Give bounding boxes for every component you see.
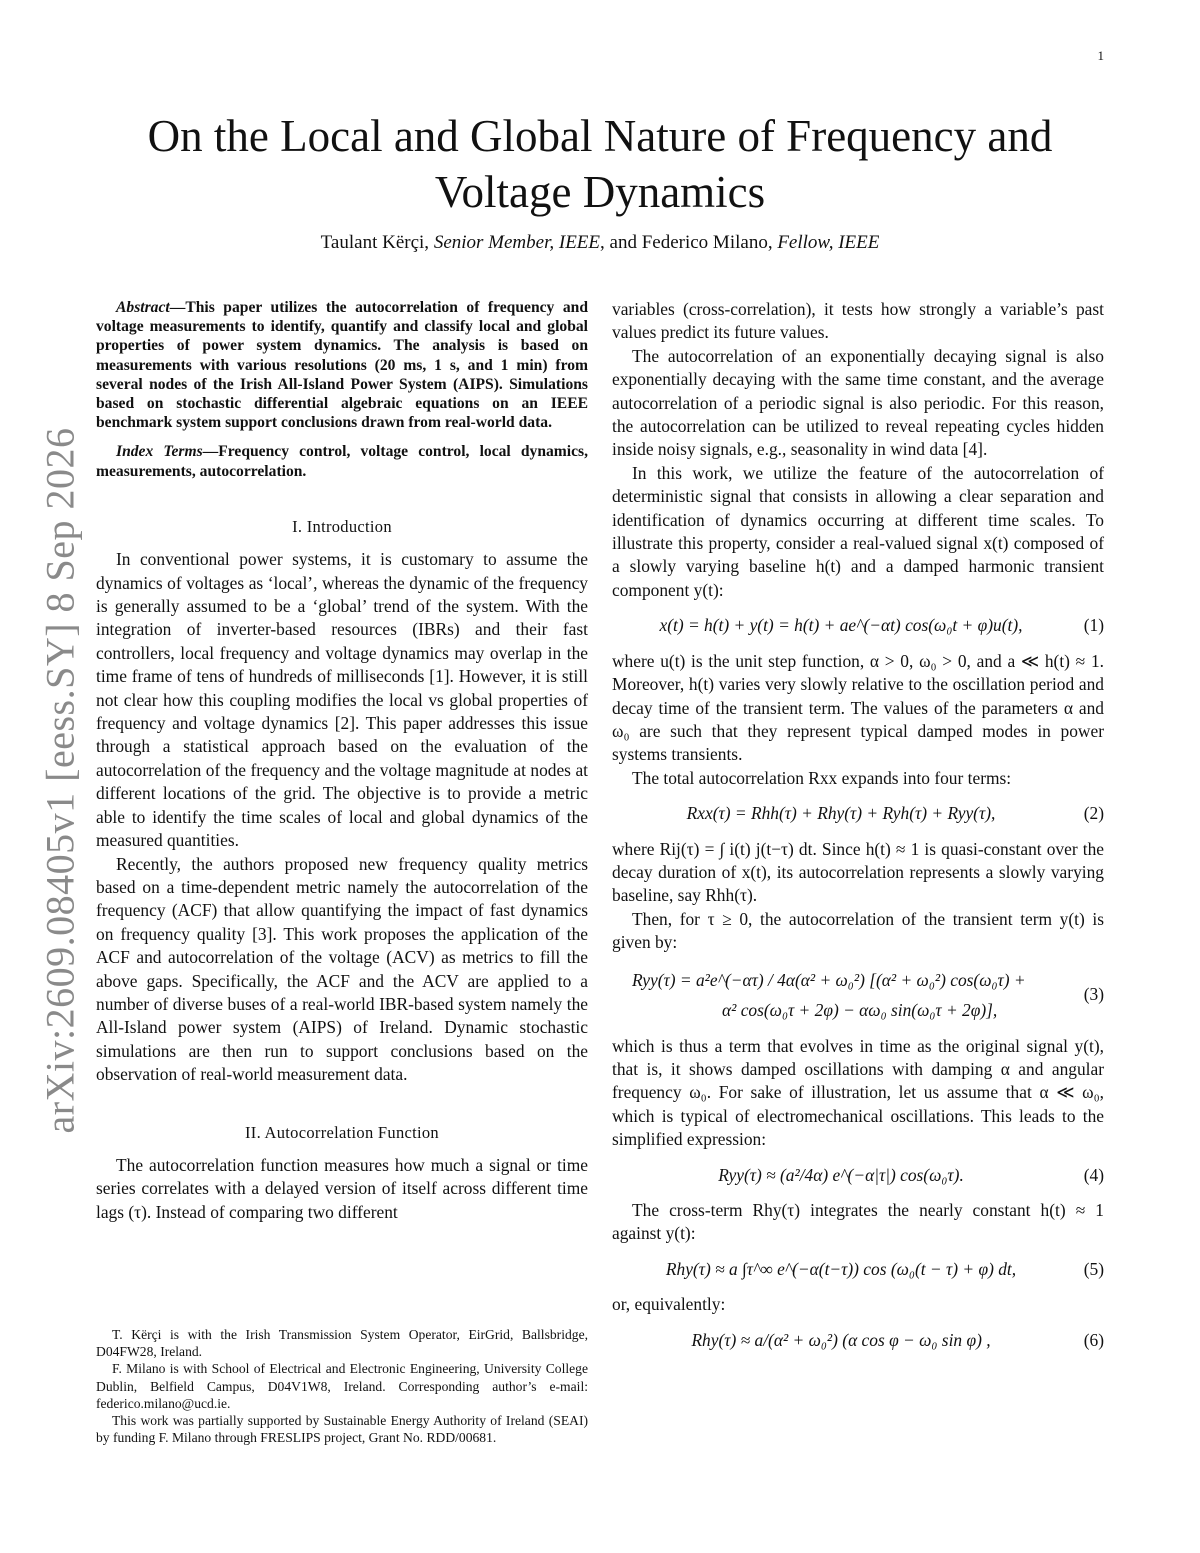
author-1-role: Senior Member, IEEE — [433, 232, 601, 253]
equation-2 — [612, 802, 1104, 825]
equation-3-line-1: Ryy(τ) = a²e^(−ατ) / 4α(α² + ω₀²) [(α² + ω₀²) cos(ω₀τ) + — [632, 969, 1026, 990]
equation-4-body: Ryy(τ) ≈ (a²/4α) e^(−α|τ|) cos(ω₀τ). — [718, 1164, 964, 1185]
intro-paragraph-2: Recently, the authors proposed new frequency quality metrics based on a time-dependent metric namely the autocorrelation of the frequency (ACF) that allow quantifying the impact of fast dynamics on frequency quality [3]. This work proposes the application of the ACF and autocorrelation of the voltage (ACV) as metrics to fill the above gaps. Specifically, the ACF and the ACV are applied to a number of diverse buses of a real-world IBR-based system namely the All-Island power system (AIPS) of Ireland. Dynamic stochastic simulations are then run to support conclusions based on the observation of real-world measurement data. — [96, 853, 588, 1085]
author-2-role: Fellow, IEEE — [777, 232, 880, 253]
equation-6-body: Rhy(τ) ≈ a/(α² + ω₀²) (α cos φ − ω₀ sin φ) , — [691, 1329, 991, 1350]
index-terms-text: —Frequency control, voltage control, local dynamics, measurements, autocorrelation. — [96, 443, 589, 480]
equation-4-number: (4) — [1083, 1164, 1104, 1185]
equation-1-body: x(t) = h(t) + y(t) = h(t) + ae^(−αt) cos(ω₀t + φ)u(t), — [659, 615, 1023, 636]
right-paragraph-7: Then, for τ ≥ 0, the autocorrelation of the transient term y(t) is given by: — [612, 908, 1104, 953]
footnotes — [96, 1326, 588, 1446]
left-column — [96, 298, 588, 1224]
right-paragraph-10: or, equivalently: — [612, 1294, 726, 1315]
right-paragraph-4: where u(t) is the unit step function, α > 0, ω₀ > 0, and a ≪ h(t) ≈ 1. Moreover, h(t) varies very slowly relative to the oscillation period and decay time of the transient term. The values of the parameters α and ω₀ are such that they represent typical damped modes in power systems transients. — [612, 650, 1104, 765]
right-column — [612, 298, 1104, 1364]
intro-paragraph-1: In conventional power systems, it is customary to assume the dynamics of voltages as ‘local’, whereas the dynamic of the frequency is generally assumed to be a ‘global’ trend of the system. With the integration of inverter-based resources (IBRs) and their fast controllers, local frequency and voltage dynamics may overlap in the time frame of tens of hundreds of milliseconds [1]. However, it is still not clear how this coupling modifies the local vs global properties of frequency and voltage dynamics [2]. This paper addresses this issue through a statistical approach based on the evaluation of the autocorrelation of the frequency and the voltage magnitude at nodes at different locations of the grid. The objective is to provide a metric able to identify the time scales of local and global dynamics of the measured quantities. — [96, 549, 588, 851]
author-joiner: , and Federico Milano, — [600, 232, 778, 253]
right-paragraph-6: where Rij(τ) = ∫ i(t) j(t−τ) dt. Since h(t) ≈ 1 is quasi-constant over the decay duration of x(t), its autocorrelation represents a slowly varying baseline, say Rhh(τ). — [612, 838, 1104, 906]
section-heading-autocorrelation: II. Autocorrelation Function — [245, 1122, 439, 1142]
arxiv-stamp — [20, 426, 100, 1134]
equation-3-body — [612, 965, 1070, 1025]
right-paragraph-5: The total autocorrelation Rxx expands into four terms: — [632, 767, 1012, 788]
equation-1-number: (1) — [1083, 615, 1104, 636]
equation-3-line-2: α² cos(ω₀τ + 2φ) − αω₀ sin(ω₀τ + 2φ)], — [722, 999, 998, 1020]
equation-4 — [612, 1164, 1104, 1187]
section-heading-introduction: I. Introduction — [292, 516, 392, 536]
equation-1 — [612, 614, 1104, 637]
equation-5-number: (5) — [1083, 1258, 1104, 1279]
footnote-2: F. Milano is with School of Electrical and Electronic Engineering, University College Dublin, Belfield Campus, D04V1W8, Ireland. Corresponding author’s e-mail: federico.milano@ucd.ie. — [96, 1361, 588, 1411]
author-line — [100, 232, 1100, 254]
equation-3 — [612, 965, 1104, 1025]
right-paragraph-8: which is thus a term that evolves in time as the original signal y(t), that is, it shows damped oscillations with damping α and angular frequency ω₀. For sake of illustration, let us assume that α ≪ ω₀, which is typical of electromechanical oscillations. This leads to the simplified expression: — [612, 1035, 1104, 1150]
right-paragraph-9: The cross-term Rhy(τ) integrates the nearly constant h(t) ≈ 1 against y(t): — [612, 1200, 1104, 1244]
author-1: Taulant Kërçi, — [320, 232, 434, 253]
footnote-3: This work was partially supported by Sustainable Energy Authority of Ireland (SEAI) by funding F. Milano through FRESLIPS project, Grant No. RDD/00681. — [96, 1413, 588, 1446]
abstract-label: Abstract — [116, 299, 170, 316]
right-paragraph-1: variables (cross-correlation), it tests how strongly a variable’s past values predict its future values. — [612, 299, 1104, 343]
abstract — [96, 298, 588, 432]
equation-2-body: Rxx(τ) = Rhh(τ) + Rhy(τ) + Ryh(τ) + Ryy(τ), — [686, 803, 996, 824]
equation-2-number: (2) — [1083, 803, 1104, 824]
equation-5-body: Rhy(τ) ≈ a ∫τ^∞ e^(−α(t−τ)) cos (ω₀(t − τ) + φ) dt, — [665, 1258, 1017, 1279]
equation-6-number: (6) — [1083, 1329, 1104, 1350]
index-terms — [96, 442, 588, 480]
page-number: 1 — [1097, 48, 1104, 63]
abstract-text: —This paper utilizes the autocorrelation of frequency and voltage measurements to identify, quantify and classify local and global properties of power system dynamics. The analysis is based on measurements with various resolutions (20 ms, 1 s, and 1 min) from several nodes of the Irish All-Island Power System (AIPS). Simulations based on stochastic differential algebraic equations on an IEEE benchmark system support conclusions drawn from real-world data. — [96, 299, 588, 432]
equation-6 — [612, 1329, 1104, 1352]
paper-title: On the Local and Global Nature of Frequency and Voltage Dynamics — [147, 111, 1053, 217]
right-paragraph-2: The autocorrelation of an exponentially decaying signal is also exponentially decaying with the same time constant, and the average autocorrelation of a periodic signal is also periodic. For this reason, the autocorrelation can be utilized to reveal repeating cycles hidden inside noisy signals, e.g., seasonality in wind data [4]. — [612, 345, 1104, 460]
equation-3-number: (3) — [1083, 983, 1104, 1004]
index-terms-label: Index Terms — [116, 443, 203, 461]
arxiv-stamp-text: arXiv:2609.08405v1 [eess.SY] 8 Sep 2026 — [37, 426, 83, 1134]
acf-paragraph-1: The autocorrelation function measures how much a signal or time series correlates with a delayed version of itself across different time lags (τ). Instead of comparing two different — [96, 1154, 588, 1222]
equation-5 — [612, 1258, 1104, 1281]
right-paragraph-3: In this work, we utilize the feature of the autocorrelation of deterministic signal that consists in allowing a clear separation and identification of dynamics occurring at different time scales. To illustrate this property, consider a real-valued signal x(t) composed of a slowly varying baseline h(t) and a damped harmonic transient component y(t): — [612, 462, 1104, 600]
footnote-1: T. Kërçi is with the Irish Transmission System Operator, EirGrid, Ballsbridge, D04FW28, Ireland. — [96, 1327, 588, 1360]
